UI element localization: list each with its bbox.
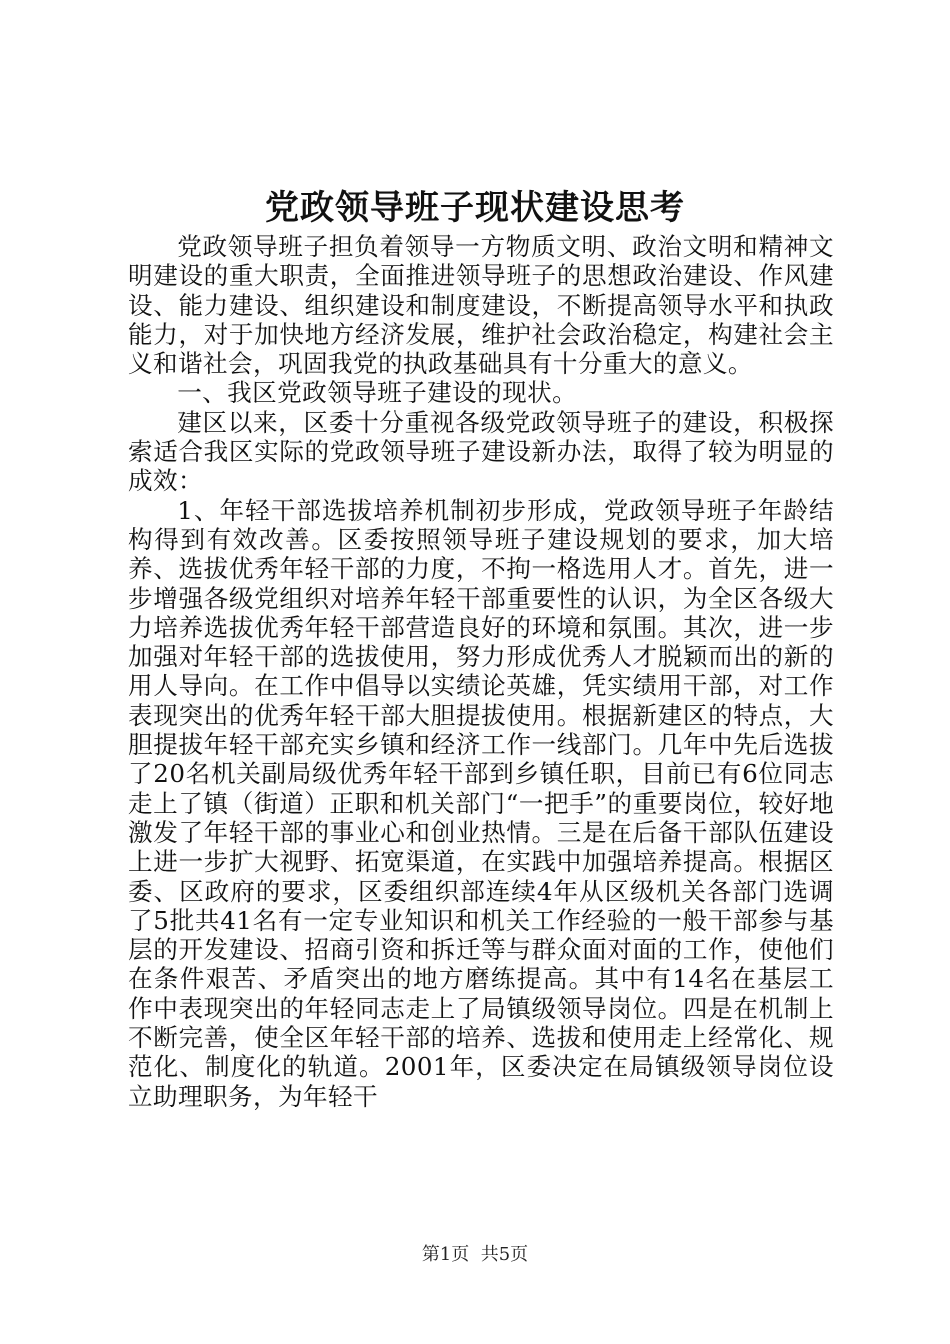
page-number: 第1页 [421,1244,470,1265]
paragraph-item-1: 1、年轻干部选拔培养机制初步形成，党政领导班子年龄结构得到有效改善。区委按照领导班子建设规划的要求，加大培养、选拔优秀年轻干部的力度，不拘一格选用人才。首先，进一步增强各级党组织对培养年轻干部重要性的认识，为全区各级大力培养选拔优秀年轻干部营造良好的环境和氛围。其次，进一步加强对年轻干部的选拔使用，努力形成优秀人才脱颖而出的新的用人导向。在工作中倡导以实绩论英雄，凭实绩用干部，对工作表现突出的优秀年轻干部大胆提拔使用。根据新建区的特点，大胆提拔年轻干部充实乡镇和经济工作一线部门。几年中先后选拔了20名机关副局级优秀年轻干部到乡镇任职，目前已有6位同志走上了镇（街道）正职和机关部门“一把手”的重要岗位，较好地激发了年轻干部的事业心和创业热情。三是在后备干部队伍建设上进一步扩大视野、拓宽渠道，在实践中加强培养提高。根据区委、区政府的要求，区委组织部连续4年从区级机关各部门选调了5批共41名有一定专业知识和机关工作经验的一般干部参与基层的开发建设、招商引资和拆迁等与群众面对面的工作，使他们在条件艰苦、矛盾突出的地方磨练提高。其中有14名在基层工作中表现突出的年轻同志走上了局镇级领导岗位。四是在机制上不断完善，使全区年轻干部的培养、选拔和使用走上经常化、规范化、制度化的轨道。2001年，区委决定在局镇级领导岗位设立助理职务，为年轻干 [128,495,834,1111]
paragraph-section-heading: 一、我区党政领导班子建设的现状。 [177,378,578,408]
document-body [128,232,834,1111]
footer-separator [469,1244,480,1265]
page-total: 共5页 [480,1244,529,1265]
paragraph-overview: 建区以来，区委十分重视各级党政领导班子的建设，积极探索适合我区实际的党政领导班子建设新办法，取得了较为明显的成效： [128,407,834,496]
document-title: 党政领导班子现状建设思考 [265,188,685,228]
page-footer [0,1243,950,1267]
paragraph-intro: 党政领导班子担负着领导一方物质文明、政治文明和精神文明建设的重大职责，全面推进领导班子的思想政治建设、作风建设、能力建设、组织建设和制度建设，不断提高领导水平和执政能力，对于加快地方经济发展，维护社会政治稳定，构建社会主义和谐社会，巩固我党的执政基础具有十分重大的意义。 [128,232,834,379]
